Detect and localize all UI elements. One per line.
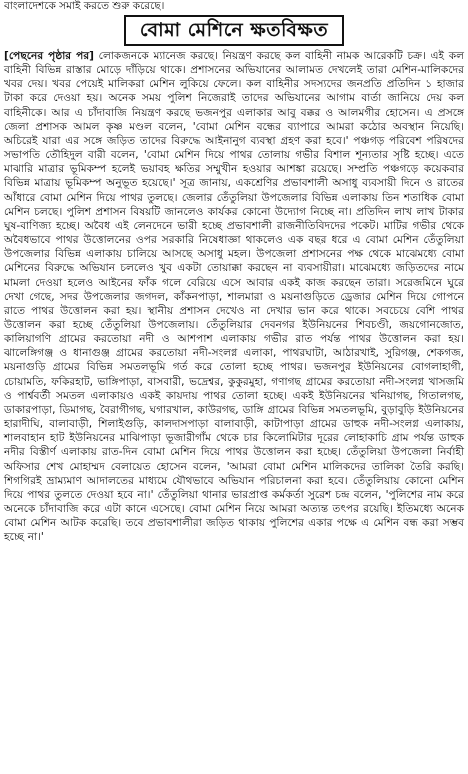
headline-row	[4, 15, 464, 46]
continuation-label: [পেছনের পৃষ্ঠার পর]	[4, 50, 94, 62]
article-paragraph	[4, 49, 464, 544]
article-body	[4, 49, 464, 544]
article-headline: বোমা মেশিনে ক্ষতবিক্ষত	[124, 15, 344, 46]
article-text: লোকজনকে ম্যানেজ করছে। নিয়ন্ত্রণ করছে কল বাহিনী নামক আরেকটি চক্র। এই কল বাহিনী বিভিন্ন রাস্তার মোড়ে দাঁড়িয়ে থাকে। প্রশাসনের অভিযানের আলামত দেখলেই তারা মেশিন-মালিকদের খবর দেয়। খবর পেয়েই মালিকরা মেশিন লুকিয়ে ফেলে। কল বাহিনীর সদস্যদের জনপ্রতি প্রতিদিন ১ হাজার টাকা করে দেওয়া হয়। অনেক সময় পুলিশ নিজেরাই তাদের অভিযানের আগাম বার্তা জানিয়ে দেয় কল বাহিনীকে। আর এ চাঁদাবাজি নিয়ন্ত্রণ করছে ভজনপুর এলাকার আবু বক্কর ও আলমগীর হোসেন। এ প্রসঙ্গে জেলা প্রশাসক আমল কৃষ্ণ মণ্ডল বলেন, 'বোমা মেশিন বন্ধের ব্যাপারে আমরা কঠোর অবস্থান নিয়েছি। অচিরেই যারা এর সঙ্গে জড়িত তাদের বিরুদ্ধে আইনানুগ ব্যবস্থা গ্রহণ করা হবে।' পঞ্চগড় পরিবেশ পরিষদের সভাপতি তৌহিদুল বারী বলেন, 'বোমা মেশিন দিয়ে পাথর তোলায় গভীর বিশাল শূন্যতার সৃষ্টি হচ্ছে। এতে মাঝারি মাত্রার ভূমিকম্প হলেই ভয়াবহ ক্ষতির সম্মুখীন হওয়ার আশঙ্কা রয়েছে। সম্প্রতি পঞ্চগড়ে কয়েকবার বিভিন্ন মাত্রায় ভূমিকম্প অনুভূত হয়েছে।' সূত্র জানায়, একশ্রেণির প্রভাবশালী অসাধু ব্যবসায়ী দিনে ও রাতের আঁধারে বোমা মেশিন দিয়ে পাথর তুলছে। জেলার তেঁতুলিয়া উপজেলার বিভিন্ন এলাকায় তিন শতাধিক বোমা মেশিন চলছে। পুলিশ প্রশাসন বিষয়টি জানলেও কার্যকর কোনো উদ্যোগ নিচ্ছে না। প্রতিদিন লাখ লাখ টাকার ঘুষ-বাণিজ্য হচ্ছে। অবৈধ এই লেনদেনে ভারী হচ্ছে প্রভাবশালী রাজনীতিবিদদের পকেট। মাটির গভীর থেকে অবৈধভাবে পাথর উত্তোলনের ওপর সরকারি নিষেধাজ্ঞা থাকলেও এক বছর ধরে এ বোমা মেশিন তেঁতুলিয়া উপজেলার বিভিন্ন এলাকায় চালিয়ে আসছে অসাধু মহল। উপজেলা প্রশাসনের পক্ষ থেকে মাঝেমধ্যে বোমা মেশিনের বিরুদ্ধে অভিযান চললেও খুব একটা তোয়াক্কা করছেন না ব্যবসায়ীরা। মাঝেমধ্যে জড়িতদের নামে মামলা দেওয়া হলেও আইনের ফাঁক গলে বেরিয়ে এসে আবার একই কাজ করছেন তারা। সরেজমিনে ঘুরে দেখা গেছে, সদর উপজেলার জগদল, কাঁকনপাড়া, শালমারা ও ময়নাগুড়িতে ড্রেজার মেশিন দিয়ে গোপনে রাতে পাথর উত্তোলন করা হয়। স্থানীয় প্রশাসন দেখেও না দেখার ভান করে থাকে। সবচেয়ে বেশি পাথর উত্তোলন করা হচ্ছে তেঁতুলিয়া উপজেলায়। তেঁতুলিয়ার দেবনগর ইউনিয়নের শিবচণ্ডী, জয়গোনজোত, কালিয়াগণি গ্রামের করতোয়া নদী ও আশপাশ এলাকায় গভীর রাত পর্যন্ত পাথর উত্তোলন করা হয়। ঝালেঙ্গিগঞ্জ ও ধানাগুঞ্জ গ্রামের করতোয়া নদী-সংলগ্ন এলাকা, পাথরঘাটা, আঠারখাই, সুরিগঞ্জ, শেকগজ, ময়নাগুড়ি গ্রামের বিভিন্ন সমতলভূমি গর্ত করে তোলা হচ্ছে পাথর। ভজনপুর ইউনিয়নের বোগলাহাগী, চোয়ামতি, ফকিরহাট, ভাঙ্গিপাড়া, বাসবারী, ভদ্রেশ্বর, কুকুরমুহা, গণাগছ গ্রামের করতোয়া নদী-সংলগ্ন খাসজমি ও পার্শ্ববর্তী সমতল এলাকায়ও একই কায়দায় পাথর তোলা হচ্ছে। একই ইউনিয়নের খনিয়াগছ, গিতালগছ, ডাকারপাড়া, ডিমাগছ, বৈরাগীগছ, ঘগারখাল, কাউরগছ, ডাঙ্গি গ্রামের বিভিন্ন সমতলভূমি, বুড়াবুড়ি ইউনিয়নের হারাদীঘি, বালাবাড়ী, শিলাইগুড়ি, কালদাসপাড়া বালাবাড়ী, কাটাপাড়া গ্রামের ডাহুক নদী-সংলগ্ন এলাকায়, শালবাহান হাট ইউনিয়নের মাঝিপাড়া ভূজারীগাঁম থেকে চার কিলোমিটার দূরের লোহাকাচি গ্রাম পর্যন্ত ডাহুক নদীর বিস্তীর্ণ এলাকায় রাত-দিন বোমা মেশিন দিয়ে পাথর উত্তোলন করা হচ্ছে। তেঁতুলিয়া উপজেলা নির্বাহী অফিসার শেখ মোহাম্মদ বেলায়েত হোসেন বলেন, 'আমরা বোমা মেশিন মালিকদের তালিকা তৈরি করছি। শিগগিরই ভ্রাম্যমাণ আদালতের মাধ্যমে যৌথভাবে অভিযান পরিচালনা করা হবে। তেঁতুলিয়ায় কোনো মেশিন দিয়ে পাথর তুলতে দেওয়া হবে না।' তেঁতুলিয়া থানার ভারপ্রাপ্ত কর্মকর্তা সুরেশ চন্দ্র বলেন, 'পুলিশের নাম করে অনেকে চাঁদাবাজি করে এটা কানে এসেছে। বোমা মেশিন নিয়ে আমরা অত্যন্ত তৎপর রয়েছি। ইতিমধ্যে অনেক বোমা মেশিন আটক করেছি। তবে প্রভাবশালীরা জড়িত থাকায় পুলিশের একার পক্ষে এ মেশিন বন্ধ করা সম্ভব হচ্ছে না।'	[4, 50, 465, 544]
previous-article-tail: বাংলাদেশকে সমাই করতে শুরু করেছে।	[4, 0, 165, 12]
